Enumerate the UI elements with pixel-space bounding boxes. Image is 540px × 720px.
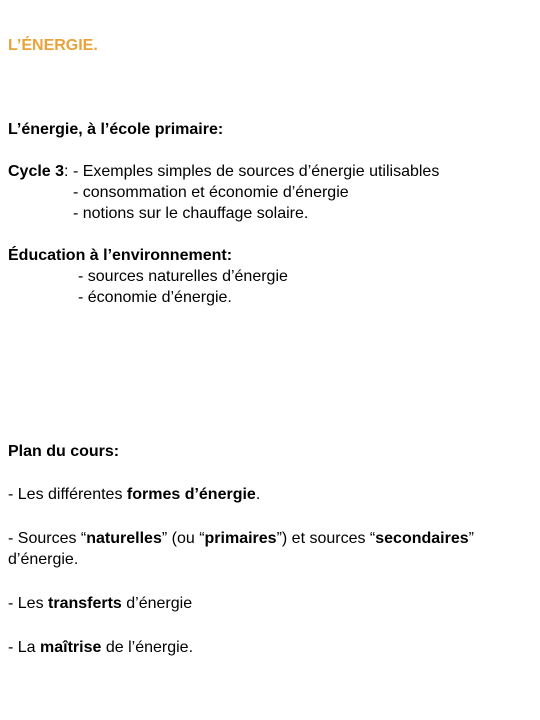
plan-item-2-g: ” d’énergie. (8, 530, 474, 568)
env-item-2: - économie d’énergie. (78, 289, 232, 306)
plan-item-3-c: d’énergie (121, 595, 193, 612)
plan-item-4-a: - La (8, 639, 41, 656)
plan-item-2-a: - Sources “ (8, 530, 87, 547)
cycle-item-1: - Exemples simples de sources d’énergie utilisables (72, 163, 440, 180)
env-heading: Éducation à l’environnement: (8, 247, 233, 264)
plan-item-2 (8, 528, 536, 570)
plan-heading-wrap (8, 441, 536, 462)
plan-item-1 (8, 484, 536, 505)
cycle-items (73, 161, 439, 224)
env-section (8, 245, 536, 308)
plan-item-2-naturelles: naturelles (86, 530, 162, 547)
primary-section-heading (8, 119, 536, 140)
cycle-item-3: - notions sur le chauffage solaire. (72, 205, 309, 222)
plan-item-1-text: - Les différentes (8, 486, 127, 503)
primary-heading: L’énergie, à l’école primaire: (8, 121, 224, 138)
plan-item-4 (8, 637, 536, 658)
plan-item-3 (8, 593, 536, 614)
plan-item-2-primaires: primaires (204, 530, 277, 547)
plan-item-3-transferts: transferts (48, 595, 122, 612)
env-item-1: - sources naturelles d’énergie (78, 268, 288, 285)
plan-item-4-maitrise: maîtrise (40, 639, 102, 656)
plan-item-1-end: . (255, 486, 261, 503)
cycle-item-2: - consommation et économie d’énergie (72, 184, 349, 201)
cycle-block (8, 161, 536, 224)
plan-item-4-c: de l’énergie. (101, 639, 194, 656)
plan-heading: Plan du cours: (8, 443, 120, 460)
plan-item-2-c: ” (ou “ (161, 530, 205, 547)
plan-item-2-secondaires: secondaires (375, 530, 469, 547)
plan-item-2-e: ”) et sources “ (276, 530, 376, 547)
page-title: L’ÉNERGIE. (8, 37, 98, 54)
plan-item-3-a: - Les (8, 595, 49, 612)
cycle-sep: : (64, 163, 73, 180)
cycle-label-wrap (8, 161, 73, 224)
plan-item-1-bold: formes d’énergie (126, 486, 256, 503)
cycle-label: Cycle 3 (8, 163, 65, 180)
